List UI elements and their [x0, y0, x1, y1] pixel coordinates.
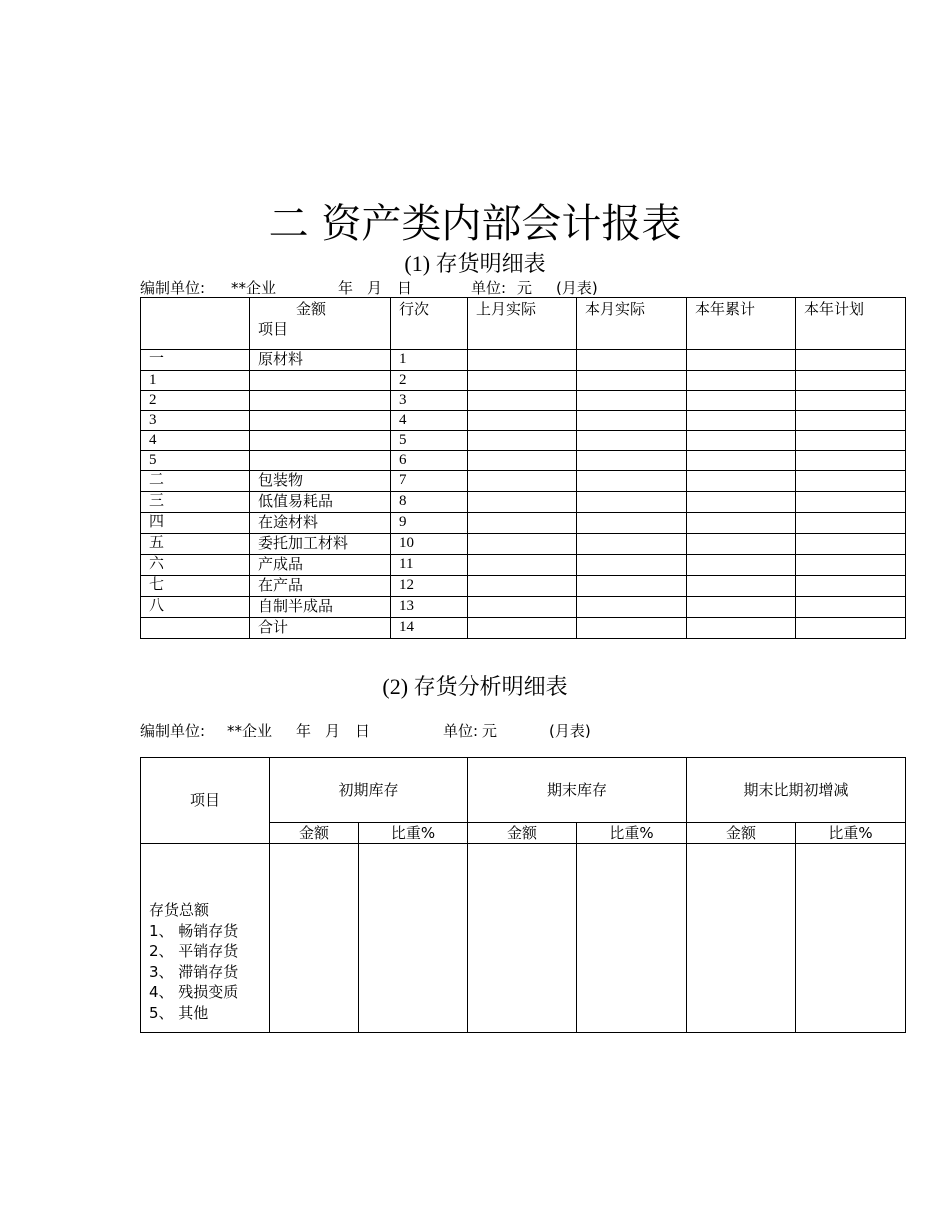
table2-cell-change-amount	[687, 844, 796, 1033]
table-row	[141, 576, 906, 597]
table2-meta-company: **企业	[227, 722, 273, 740]
row-name: 在产品	[250, 576, 391, 597]
row-last-month	[468, 371, 577, 391]
row-index: 三	[141, 492, 250, 513]
row-plan	[796, 451, 906, 471]
table2-body-row	[141, 844, 906, 1033]
row-last-month	[468, 513, 577, 534]
row-name	[250, 431, 391, 451]
row-plan	[796, 471, 906, 492]
row-plan	[796, 391, 906, 411]
row-line-no: 13	[391, 597, 468, 618]
row-name: 在途材料	[250, 513, 391, 534]
row-ytd	[687, 534, 796, 555]
row-line-no: 5	[391, 431, 468, 451]
row-last-month	[468, 576, 577, 597]
row-line-no: 8	[391, 492, 468, 513]
row-this-month	[577, 597, 687, 618]
table1-header-corner	[141, 298, 250, 350]
table2-cell-closing-amount	[468, 844, 577, 1033]
table1-header-last-month: 上月实际	[468, 298, 577, 350]
row-name	[250, 371, 391, 391]
table1-header-item: 项目	[258, 320, 289, 338]
row-last-month	[468, 431, 577, 451]
list-item: 4、 残损变质	[149, 983, 239, 1001]
table2-cell-closing-ratio	[577, 844, 687, 1033]
row-name: 原材料	[250, 350, 391, 371]
row-this-month	[577, 513, 687, 534]
table-row	[141, 534, 906, 555]
row-this-month	[577, 534, 687, 555]
row-line-no: 7	[391, 471, 468, 492]
row-last-month	[468, 391, 577, 411]
row-index: 2	[141, 391, 250, 411]
row-line-no: 9	[391, 513, 468, 534]
row-plan	[796, 431, 906, 451]
table2-header-change-ratio: 比重%	[796, 823, 906, 844]
table1-meta-company: **企业	[231, 279, 277, 297]
table1-meta-currency-label: 单位:	[471, 279, 507, 297]
row-ytd	[687, 451, 796, 471]
row-ytd	[687, 618, 796, 639]
row-plan	[796, 513, 906, 534]
table2-header-change: 期末比期初增减	[687, 758, 906, 823]
table2-header-change-amount: 金额	[687, 823, 796, 844]
row-line-no: 10	[391, 534, 468, 555]
row-line-no: 3	[391, 391, 468, 411]
row-last-month	[468, 451, 577, 471]
table-row	[141, 431, 906, 451]
row-name	[250, 391, 391, 411]
row-this-month	[577, 431, 687, 451]
inventory-analysis-table	[140, 757, 906, 1033]
row-plan	[796, 350, 906, 371]
inventory-detail-table	[140, 297, 906, 639]
table1-meta-day: 日	[397, 279, 413, 297]
row-line-no: 14	[391, 618, 468, 639]
row-ytd	[687, 391, 796, 411]
table1-meta-unit-label: 编制单位:	[140, 279, 206, 297]
table-row	[141, 618, 906, 639]
page-title: 二 资产类内部会计报表	[268, 201, 682, 247]
row-line-no: 6	[391, 451, 468, 471]
list-item: 3、 滞销存货	[149, 962, 239, 981]
table2-title	[0, 673, 950, 702]
row-last-month	[468, 597, 577, 618]
row-ytd	[687, 471, 796, 492]
list-item: 1、 畅销存货	[149, 921, 239, 940]
table-row	[141, 411, 906, 431]
row-line-no: 2	[391, 371, 468, 391]
table1-header-ytd: 本年累计	[687, 298, 796, 350]
table2-header-opening-amount: 金额	[270, 823, 359, 844]
row-this-month	[577, 371, 687, 391]
row-line-no: 12	[391, 576, 468, 597]
row-plan	[796, 618, 906, 639]
row-index: 五	[141, 534, 250, 555]
table1-meta-currency: 元	[517, 279, 533, 297]
table2-meta-month: 月	[325, 722, 341, 740]
row-index: 四	[141, 513, 250, 534]
table-row	[141, 391, 906, 411]
row-plan	[796, 371, 906, 391]
row-this-month	[577, 618, 687, 639]
row-index: 一	[141, 350, 250, 371]
row-last-month	[468, 534, 577, 555]
row-last-month	[468, 471, 577, 492]
table2-cell-opening-amount	[270, 844, 359, 1033]
table1-header-row	[141, 298, 906, 350]
row-plan	[796, 492, 906, 513]
table2-header-closing: 期末库存	[468, 758, 687, 823]
row-plan	[796, 555, 906, 576]
table-row	[141, 513, 906, 534]
row-name: 产成品	[250, 555, 391, 576]
table-row	[141, 451, 906, 471]
row-index: 3	[141, 411, 250, 431]
table1-header-line-no: 行次	[391, 298, 468, 350]
table2-title-text: (2) 存货分析明细表	[382, 674, 568, 699]
row-last-month	[468, 492, 577, 513]
table2-meta-period: (月表)	[549, 722, 591, 740]
table2-header-closing-ratio: 比重%	[577, 823, 687, 844]
row-name	[250, 411, 391, 431]
row-index: 4	[141, 431, 250, 451]
row-ytd	[687, 555, 796, 576]
row-index: 二	[141, 471, 250, 492]
row-index: 六	[141, 555, 250, 576]
list-item: 5、 其他	[149, 1003, 209, 1022]
row-name: 合计	[250, 618, 391, 639]
row-this-month	[577, 451, 687, 471]
row-ytd	[687, 431, 796, 451]
table-row	[141, 555, 906, 576]
row-index: 七	[141, 576, 250, 597]
row-ytd	[687, 597, 796, 618]
table2-header-item: 项目	[141, 758, 270, 844]
row-ytd	[687, 492, 796, 513]
table2-items-cell	[141, 844, 270, 1033]
row-ytd	[687, 371, 796, 391]
row-this-month	[577, 471, 687, 492]
row-plan	[796, 576, 906, 597]
table-row	[141, 471, 906, 492]
table2-cell-opening-ratio	[359, 844, 468, 1033]
table2-meta-currency: 元	[482, 722, 498, 740]
row-this-month	[577, 555, 687, 576]
row-name: 委托加工材料	[250, 534, 391, 555]
table1-header-this-month: 本月实际	[577, 298, 687, 350]
row-last-month	[468, 555, 577, 576]
row-name: 低值易耗品	[250, 492, 391, 513]
table-row	[141, 597, 906, 618]
row-name	[250, 451, 391, 471]
row-name: 包装物	[250, 471, 391, 492]
row-this-month	[577, 411, 687, 431]
row-ytd	[687, 576, 796, 597]
table2-header-row-1	[141, 758, 906, 823]
table2-header-closing-amount: 金额	[468, 823, 577, 844]
table1-title	[0, 250, 950, 279]
row-index: 1	[141, 371, 250, 391]
table2-meta-unit-label: 编制单位:	[140, 722, 206, 740]
list-item: 存货总额	[149, 901, 210, 919]
row-line-no: 11	[391, 555, 468, 576]
row-this-month	[577, 350, 687, 371]
table1-header-amount: 金额	[296, 300, 327, 318]
row-ytd	[687, 411, 796, 431]
table-row	[141, 492, 906, 513]
table2-meta-year: 年	[296, 722, 312, 740]
table1-meta-year: 年	[338, 279, 354, 297]
table-row	[141, 350, 906, 371]
row-plan	[796, 534, 906, 555]
list-item: 2、 平销存货	[149, 942, 239, 960]
row-this-month	[577, 492, 687, 513]
row-line-no: 1	[391, 350, 468, 371]
table2-meta-currency-label: 单位:	[443, 722, 479, 740]
table2-cell-change-ratio	[796, 844, 906, 1033]
row-ytd	[687, 350, 796, 371]
table1-header-plan: 本年计划	[796, 298, 906, 350]
row-plan	[796, 411, 906, 431]
row-index: 5	[141, 451, 250, 471]
table-row	[141, 371, 906, 391]
row-name: 自制半成品	[250, 597, 391, 618]
table1-meta-month: 月	[367, 279, 383, 297]
row-index	[141, 618, 250, 639]
row-plan	[796, 597, 906, 618]
row-last-month	[468, 411, 577, 431]
row-this-month	[577, 576, 687, 597]
table1-meta-period: (月表)	[556, 279, 598, 297]
row-line-no: 4	[391, 411, 468, 431]
row-ytd	[687, 513, 796, 534]
row-last-month	[468, 350, 577, 371]
table2-header-opening-ratio: 比重%	[359, 823, 468, 844]
table2-meta-day: 日	[355, 722, 371, 740]
row-last-month	[468, 618, 577, 639]
table2-header-opening: 初期库存	[270, 758, 468, 823]
table1-title-text: (1) 存货明细表	[404, 251, 546, 276]
row-index: 八	[141, 597, 250, 618]
row-this-month	[577, 391, 687, 411]
table1-header-amount-item	[250, 298, 391, 350]
